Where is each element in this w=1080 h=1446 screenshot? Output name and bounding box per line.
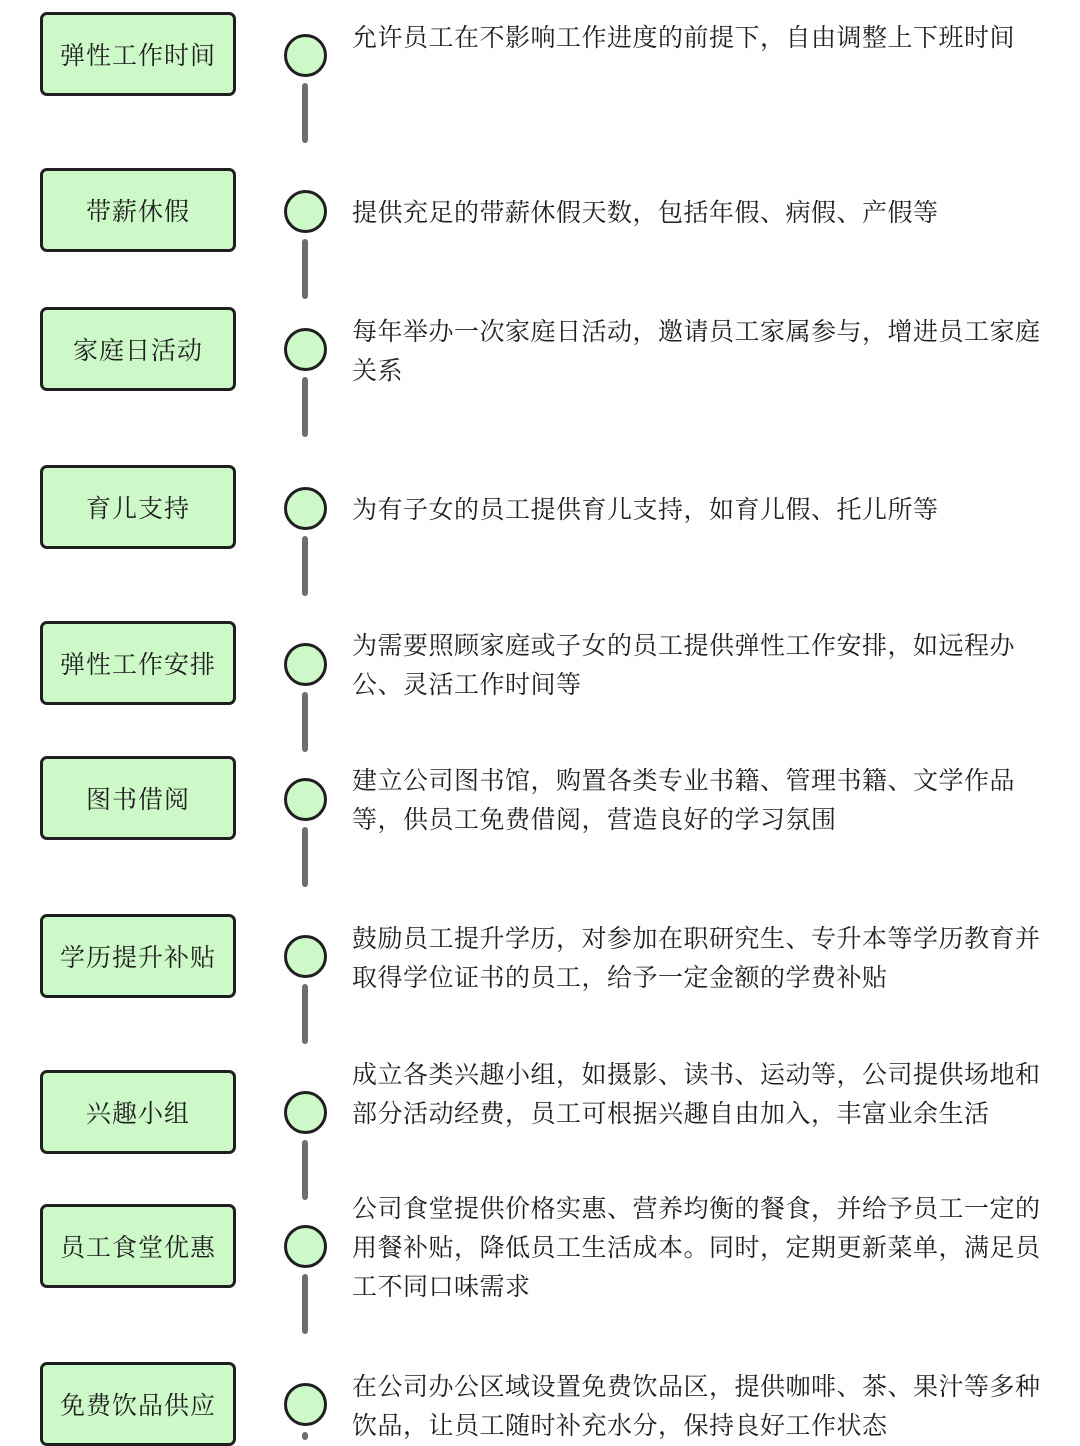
- timeline-connector: [302, 984, 308, 1044]
- item-label-box: 学历提升补贴: [40, 914, 236, 998]
- item-label-box: 员工食堂优惠: [40, 1204, 236, 1288]
- item-description: 成立各类兴趣小组，如摄影、读书、运动等，公司提供场地和部分活动经费，员工可根据兴趣自由加入，丰富业余生活: [352, 1060, 1041, 1128]
- item-label-box: 图书借阅: [40, 756, 236, 840]
- item-description: 提供充足的带薪休假天数，包括年假、病假、产假等: [352, 198, 939, 227]
- item-label-box: 带薪休假: [40, 168, 236, 252]
- item-description: 在公司办公区域设置免费饮品区，提供咖啡、茶、果汁等多种饮品，让员工随时补充水分，保持良好工作状态: [352, 1372, 1041, 1440]
- timeline-connector: [302, 1274, 308, 1334]
- timeline-connector: [302, 1432, 308, 1440]
- timeline-connector: [302, 692, 308, 752]
- timeline-connector: [302, 536, 308, 596]
- timeline-node: [284, 935, 327, 978]
- item-description: 每年举办一次家庭日活动，邀请员工家属参与，增进员工家庭关系: [352, 317, 1041, 385]
- item-label-box: 弹性工作时间: [40, 12, 236, 96]
- timeline-node: [284, 328, 327, 371]
- item-description: 公司食堂提供价格实惠、营养均衡的餐食，并给予员工一定的用餐补贴，降低员工生活成本。同时，定期更新菜单，满足员工不同口味需求: [352, 1194, 1041, 1301]
- timeline-node: [284, 190, 327, 233]
- timeline-connector: [302, 83, 308, 143]
- timeline-connector: [302, 1140, 308, 1200]
- item-description: 为有子女的员工提供育儿支持，如育儿假、托儿所等: [352, 495, 939, 524]
- item-description: 为需要照顾家庭或子女的员工提供弹性工作安排，如远程办公、灵活工作时间等: [352, 631, 1016, 699]
- timeline-node: [284, 778, 327, 821]
- item-label-box: 弹性工作安排: [40, 621, 236, 705]
- item-label-box: 家庭日活动: [40, 307, 236, 391]
- timeline-node: [284, 1383, 327, 1426]
- timeline-node: [284, 1225, 327, 1268]
- item-label-box: 免费饮品供应: [40, 1362, 236, 1446]
- timeline-node: [284, 487, 327, 530]
- timeline-node: [284, 643, 327, 686]
- item-description: 建立公司图书馆，购置各类专业书籍、管理书籍、文学作品等，供员工免费借阅，营造良好的学习氛围: [352, 766, 1016, 834]
- timeline-connector: [302, 239, 308, 299]
- item-label-box: 兴趣小组: [40, 1070, 236, 1154]
- timeline-node: [284, 34, 327, 77]
- timeline-connector: [302, 377, 308, 437]
- item-label-box: 育儿支持: [40, 465, 236, 549]
- timeline-connector: [302, 827, 308, 887]
- item-description: 允许员工在不影响工作进度的前提下，自由调整上下班时间: [352, 23, 1016, 52]
- item-description: 鼓励员工提升学历，对参加在职研究生、专升本等学历教育并取得学位证书的员工，给予一定金额的学费补贴: [352, 924, 1041, 992]
- timeline-node: [284, 1091, 327, 1134]
